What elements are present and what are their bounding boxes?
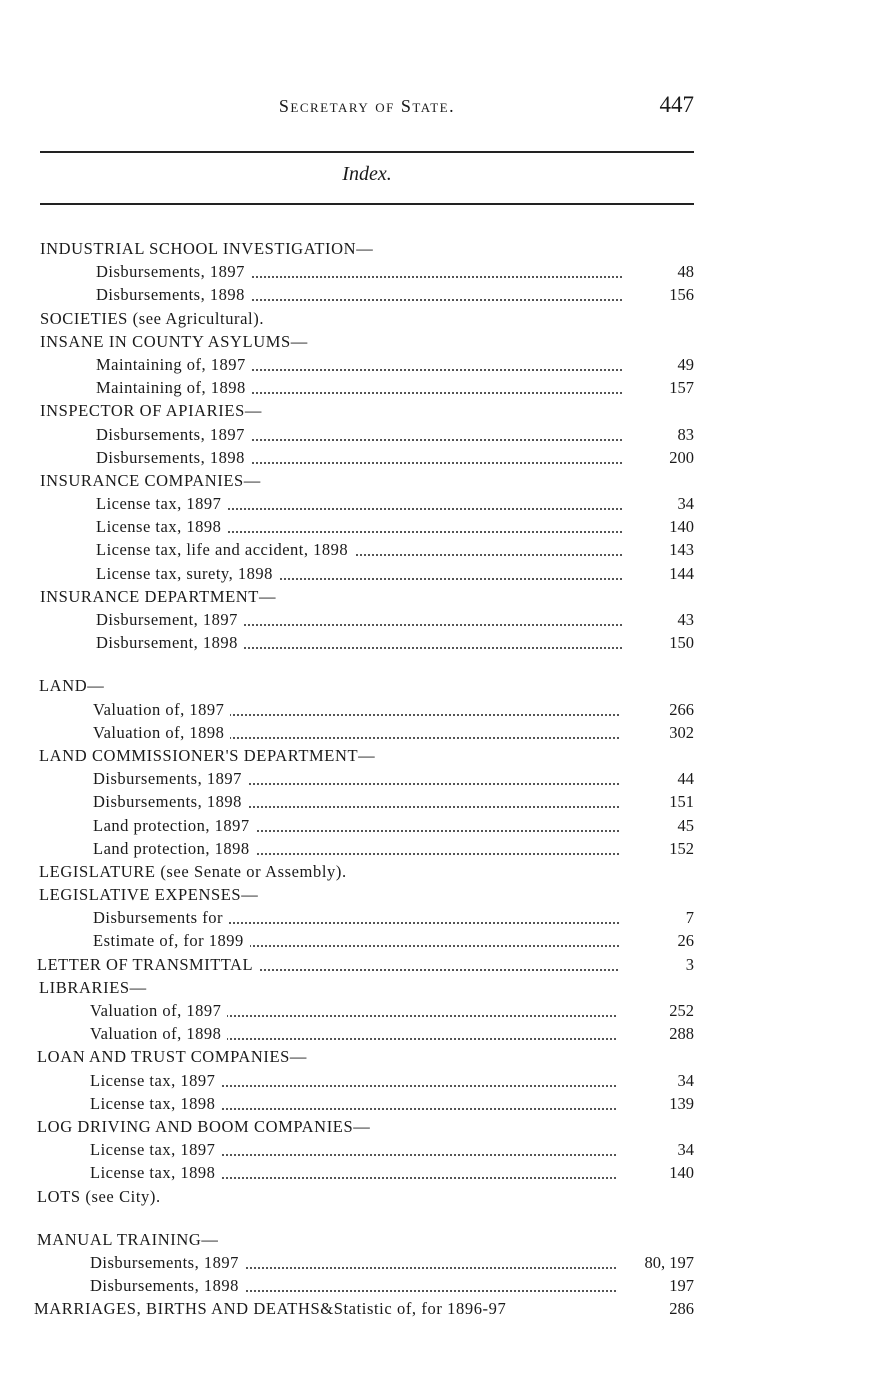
entry-heading: MANUAL TRAINING— <box>37 1229 219 1249</box>
entry-heading-with-leader <box>37 953 618 976</box>
entry-subitem <box>96 283 622 306</box>
entry-label: Disbursements for <box>93 908 229 927</box>
entry-subitem <box>93 929 619 952</box>
entry-label: License tax, life and accident, 1898 <box>96 540 354 559</box>
page-ref: 286 <box>669 1299 694 1319</box>
page-ref: 200 <box>669 447 694 467</box>
page-ref: 156 <box>669 285 694 305</box>
entry-label: Disbursements, 1897 <box>96 425 251 444</box>
page-ref: 150 <box>669 633 694 653</box>
index-entry <box>0 721 872 744</box>
page-ref: 302 <box>669 722 694 742</box>
index-entry <box>0 744 872 767</box>
entry-subitem <box>96 376 622 399</box>
entry-heading: SOCIETIES (see Agricultural). <box>40 308 265 328</box>
bottom-rule <box>40 203 694 205</box>
index-entry <box>0 1092 872 1115</box>
entry-subitem <box>93 721 619 744</box>
entry-subitem <box>90 1161 616 1184</box>
entry-subitem <box>90 999 616 1022</box>
page-ref: 197 <box>669 1276 694 1296</box>
entry-heading: LOTS (see City). <box>37 1186 161 1206</box>
running-head <box>40 92 694 122</box>
index-entry <box>0 307 872 330</box>
entry-subitem <box>96 260 622 283</box>
entry-label: License tax, 1898 <box>90 1163 221 1182</box>
entry-subitem <box>96 538 622 561</box>
entry-label: Valuation of, 1897 <box>90 1001 227 1020</box>
index-entry <box>0 1161 872 1184</box>
page-ref: 26 <box>677 931 694 951</box>
index-entry <box>0 1251 872 1274</box>
index-entry <box>0 906 872 929</box>
page-ref: 45 <box>677 815 694 835</box>
page-ref: 48 <box>677 262 694 282</box>
index-entry <box>0 492 872 515</box>
section-title: Index. <box>342 163 392 185</box>
entry-label: Estimate of, for 1899 <box>93 931 250 950</box>
page-ref: 157 <box>669 378 694 398</box>
entry-heading: INSANE IN COUNTY ASYLUMS— <box>40 331 308 351</box>
index-entry <box>0 631 872 654</box>
entry-subitem <box>93 837 619 860</box>
page-ref: 140 <box>669 517 694 537</box>
index-entry <box>0 260 872 283</box>
page-ref: 252 <box>669 1001 694 1020</box>
index-entry <box>0 1185 872 1208</box>
entry-label: Disbursements, 1897 <box>90 1253 245 1272</box>
entry-subitem <box>96 353 622 376</box>
index-entry <box>0 767 872 790</box>
page-ref: 34 <box>677 1140 694 1160</box>
index-entry <box>0 1228 872 1251</box>
index-entry <box>0 585 872 608</box>
entry-label: Maintaining of, 1898 <box>96 378 252 397</box>
page-ref: 266 <box>669 699 694 719</box>
index-entry <box>0 446 872 469</box>
entry-heading: LOAN AND TRUST COMPANIES— <box>37 1047 308 1067</box>
page-ref: 34 <box>677 494 694 514</box>
entry-label: Disbursements, 1897 <box>93 769 248 788</box>
entry-heading: LEGISLATURE (see Senate or Assembly). <box>39 861 347 881</box>
entry-subitem <box>90 1138 616 1161</box>
index-entry <box>0 1274 872 1297</box>
entry-label: License tax, 1897 <box>96 494 227 513</box>
index-entry <box>0 353 872 376</box>
index-entry <box>0 469 872 492</box>
entry-label: Valuation of, 1898 <box>90 1024 227 1043</box>
index-entry <box>0 538 872 561</box>
index-entry <box>0 1115 872 1138</box>
page-ref: 152 <box>669 838 694 858</box>
entry-heading: INDUSTRIAL SCHOOL INVESTIGATION— <box>40 239 374 258</box>
index-entry <box>0 1138 872 1161</box>
entry-label: Valuation of, 1897 <box>93 700 230 719</box>
entry-heading: LAND COMMISSIONER'S DEPARTMENT— <box>39 745 376 765</box>
entry-label: Disbursements, 1897 <box>96 262 251 281</box>
entry-label: Disbursements, 1898 <box>96 285 251 304</box>
entry-label: License tax, 1897 <box>90 1140 221 1159</box>
entry-subitem <box>90 1022 616 1045</box>
index-entry <box>0 976 872 999</box>
page-ref: 288 <box>669 1024 694 1044</box>
entry-heading: LIBRARIES— <box>39 977 147 997</box>
page-ref: 7 <box>685 908 694 928</box>
page-ref: 43 <box>677 610 694 629</box>
running-title: Secretary of State. <box>278 96 456 116</box>
entry-label: Valuation of, 1898 <box>93 723 230 742</box>
index-entry <box>0 237 872 260</box>
index-entry <box>0 883 872 906</box>
page-ref: 151 <box>669 792 694 812</box>
entry-label: Disbursements, 1898 <box>96 448 251 467</box>
index-entry <box>0 1297 872 1320</box>
index-entry <box>0 1045 872 1068</box>
index-entry <box>0 1069 872 1092</box>
index-entry <box>0 674 872 697</box>
entry-subitem <box>93 814 619 837</box>
index-entry <box>0 860 872 883</box>
index-entry <box>0 423 872 446</box>
page-ref: 83 <box>677 424 694 444</box>
entry-label: Disbursement, 1897 <box>96 610 244 629</box>
entry-label: License tax, 1898 <box>90 1094 221 1113</box>
page-ref: 3 <box>685 954 694 974</box>
entry-label: Disbursements, 1898 <box>90 1276 245 1295</box>
entry-heading: INSURANCE COMPANIES— <box>40 470 261 490</box>
index-entry <box>0 790 872 813</box>
entry-subitem <box>96 631 622 654</box>
page-ref: 139 <box>669 1093 694 1113</box>
entry-subitem <box>93 790 619 813</box>
index-entry <box>0 515 872 538</box>
entry-subitem <box>96 608 622 631</box>
index-entry <box>0 837 872 860</box>
index-entry <box>0 814 872 837</box>
entry-heading: LAND— <box>39 676 105 696</box>
index-entry <box>0 399 872 422</box>
entry-subitem <box>96 515 622 538</box>
page-number: 447 <box>659 92 694 117</box>
index-entry <box>0 283 872 306</box>
entry-heading: LOG DRIVING AND BOOM COMPANIES— <box>37 1116 371 1136</box>
entry-subitem <box>96 492 622 515</box>
entry-label: License tax, 1897 <box>90 1071 221 1090</box>
entry-label: Land protection, 1898 <box>93 839 256 858</box>
entry-heading: INSURANCE DEPARTMENT— <box>40 586 277 606</box>
page-ref: 144 <box>669 563 694 583</box>
entry-label: License tax, surety, 1898 <box>96 564 279 583</box>
index-entries <box>0 237 872 1320</box>
page-ref: 49 <box>677 354 694 374</box>
page-ref: 44 <box>677 769 694 789</box>
page-ref: 80, 197 <box>644 1252 694 1272</box>
entry-heading: MARRIAGES, BIRTHS AND DEATHS&Statistic of, for 1896-97 <box>34 1299 507 1319</box>
entry-subitem <box>93 698 619 721</box>
index-entry <box>0 608 872 631</box>
page-ref: 143 <box>669 540 694 560</box>
entry-label: Disbursements, 1898 <box>93 792 248 811</box>
entry-heading: INSPECTOR OF APIARIES— <box>40 401 262 421</box>
entry-subitem <box>90 1251 616 1274</box>
entry-subitem <box>90 1092 616 1115</box>
index-entry <box>0 376 872 399</box>
entry-label: License tax, 1898 <box>96 517 227 536</box>
entry-subitem <box>93 906 619 929</box>
entry-label: LETTER OF TRANSMITTAL <box>37 955 259 974</box>
index-entry <box>0 562 872 585</box>
entry-subitem <box>96 562 622 585</box>
page-ref: 140 <box>669 1163 694 1183</box>
index-entry <box>0 698 872 721</box>
entry-subitem <box>96 423 622 446</box>
index-entry <box>0 953 872 976</box>
entry-heading: LEGISLATIVE EXPENSES— <box>39 885 259 905</box>
entry-subitem <box>93 767 619 790</box>
index-entry <box>0 999 872 1022</box>
index-entry <box>0 330 872 353</box>
page-ref: 34 <box>677 1070 694 1090</box>
entry-subitem <box>90 1069 616 1092</box>
entry-subitem <box>90 1274 616 1297</box>
index-entry <box>0 929 872 952</box>
top-rule <box>40 151 694 153</box>
entry-label: Maintaining of, 1897 <box>96 355 252 374</box>
entry-label: Disbursement, 1898 <box>96 633 244 652</box>
entry-label: Land protection, 1897 <box>93 816 256 835</box>
entry-subitem <box>96 446 622 469</box>
index-entry <box>0 1022 872 1045</box>
